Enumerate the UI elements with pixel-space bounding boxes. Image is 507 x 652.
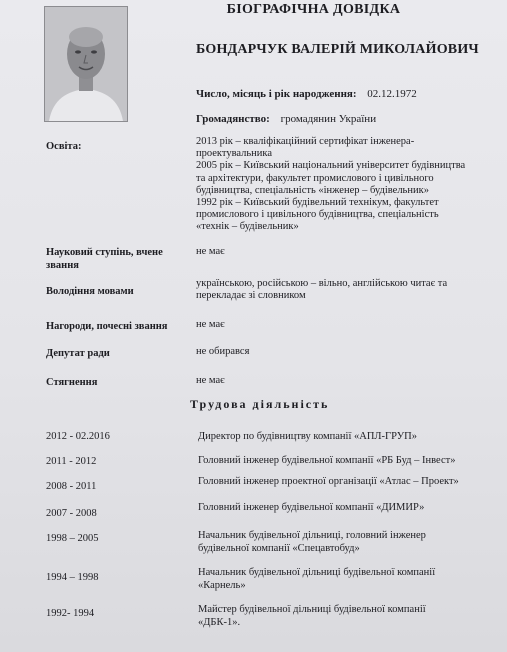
- work-position-line: Майстер будівельної дільниці будівельної компанії: [198, 604, 426, 615]
- birth-date-value: 02.12.1972: [367, 88, 417, 100]
- work-position: [198, 567, 468, 592]
- education-line: проектувальника: [196, 148, 273, 160]
- document-title: БІОГРАФІЧНА ДОВІДКА: [226, 2, 401, 17]
- work-position-line: будівельної компанії «Спецавтобуд»: [198, 542, 360, 554]
- deputy-value: не обирався: [196, 346, 250, 357]
- birth-date-label: Число, місяць і рік народження:: [196, 88, 357, 100]
- penalties-label: Стягнення: [46, 377, 98, 388]
- portrait-photo: [44, 6, 128, 122]
- citizenship-value: громадянин України: [280, 113, 377, 125]
- birth-date-line: [196, 88, 417, 100]
- work-position: [198, 455, 468, 468]
- education-line: промислового і цивільного будівництва, спеціальність: [196, 209, 439, 221]
- work-position: [198, 530, 468, 555]
- work-period: 2012 - 02.2016: [46, 431, 110, 442]
- work-period: 1998 – 2005: [46, 533, 99, 544]
- work-position: [198, 502, 468, 515]
- education-line: будівництва, спеціальність «інженер – будівельник»: [196, 184, 429, 196]
- education-line: 1992 рік – Київський будівельний технікум, факультет: [196, 197, 439, 209]
- work-position: [198, 604, 468, 629]
- work-position-line: Головний інженер проектної організації «Атлас – Проект»: [198, 476, 459, 487]
- education-line: 2005 рік – Київський національний університет будівництва: [196, 160, 466, 172]
- education-line: та архітектури, факультет промислового і цивільного: [196, 172, 434, 184]
- languages-value: [196, 278, 471, 302]
- work-position-line: Директор по будівництву компанії «АПЛ-ГРУП»: [198, 431, 417, 442]
- languages-line: перекладає зі словником: [196, 290, 306, 302]
- academic-degree-label: Науковий ступінь, вчене звання: [46, 247, 163, 271]
- work-position-line: Головний інженер будівельної компанії «ДИМИР»: [198, 502, 425, 513]
- awards-value: не має: [196, 319, 225, 330]
- education-value: [196, 136, 471, 234]
- work-position-line: «Карнель»: [198, 579, 246, 591]
- work-position-line: «ДБК-1».: [198, 616, 241, 628]
- person-name: БОНДАРЧУК ВАЛЕРІЙ МИКОЛАЙОВИЧ: [196, 42, 479, 57]
- work-period: 1994 – 1998: [46, 572, 99, 583]
- academic-degree-value: не має: [196, 246, 225, 257]
- work-section-title: Трудова діяльність: [190, 397, 330, 411]
- work-position-line: Начальник будівельної дільниці, головний інженер: [198, 530, 426, 541]
- citizenship-line: [196, 113, 376, 125]
- work-position: [198, 431, 468, 444]
- work-period: 1992- 1994: [46, 608, 95, 619]
- languages-line: українською, російською – вільно, англійською читає та: [196, 278, 448, 289]
- work-period: 2008 - 2011: [46, 481, 97, 492]
- citizenship-label: Громадянство:: [196, 113, 270, 125]
- work-period: 2011 - 2012: [46, 456, 97, 467]
- work-position-line: Головний інженер будівельної компанії «РБ Буд – Інвест»: [198, 455, 456, 466]
- languages-label: Володіння мовами: [46, 286, 134, 297]
- penalties-value: не має: [196, 375, 225, 386]
- work-position: [198, 476, 468, 489]
- awards-label: Нагороди, почесні звання: [46, 321, 168, 332]
- deputy-label: Депутат ради: [46, 348, 110, 359]
- work-position-line: Начальник будівельної дільниці будівельної компанії: [198, 567, 436, 578]
- education-label: Освіта:: [46, 141, 82, 152]
- work-period: 2007 - 2008: [46, 508, 97, 519]
- education-line: «технік – будівельник»: [196, 221, 299, 233]
- education-line: 2013 рік – кваліфікаційний сертифікат інженера-: [196, 136, 415, 147]
